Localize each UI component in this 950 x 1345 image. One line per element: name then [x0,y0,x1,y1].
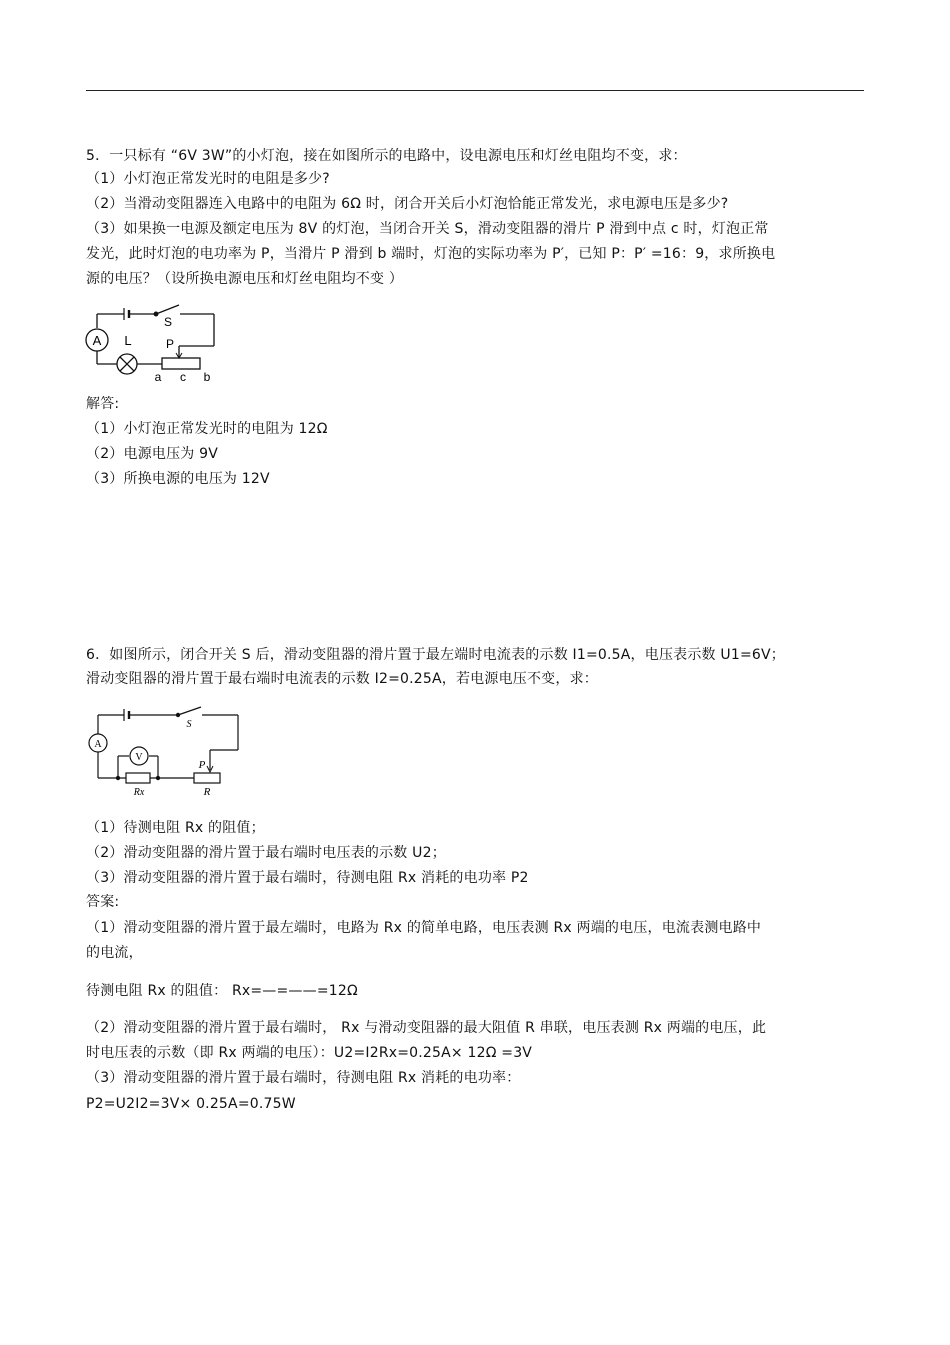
q6-part-2: （2）滑动变阻器的滑片置于最右端时电压表的示数 U2； [86,845,446,861]
q6-solution-1-line1: （1）滑动变阻器的滑片置于最左端时，电路为 Rx 的简单电路，电压表测 Rx 两端的电压，电流表测电路中 [86,920,762,936]
q5-part-2: （2）当滑动变阻器连入电路中的电阻为 6Ω 时，闭合开关后小灯泡恰能正常发光，求电源电压是多少? [86,196,729,212]
voltmeter-label: V [135,752,143,763]
q5-part-3-line3: 源的电压？（设所换电源电压和灯丝电阻均不变 ） [86,271,404,287]
q5-part-3-line2: 发光，此时灯泡的电功率为 P，当滑片 P 滑到 b 端时，灯泡的实际功率为 P′，已知 P：P′ =16：9，求所换电 [86,246,776,262]
q5-answer-label: 解答: [86,396,120,412]
r-label: R [203,786,211,798]
q6-stem-line1: 6．如图所示，闭合开关 S 后，滑动变阻器的滑片置于最左端时电流表的示数 I1=0.5A，电压表示数 U1=6V； [86,647,785,663]
switch-label: S [186,719,192,730]
q6-solution-2-line1: （2）滑动变阻器的滑片置于最右端时， Rx 与滑动变阻器的最大阻值 R 串联，电压表测 Rx 两端的电压，此 [86,1020,767,1036]
q5-answer-2: （2）电源电压为 9V [86,446,219,462]
q6-solution-2-line2: 时电压表的示数（即 Rx 两端的电压）：U2=I2Rx=0.25A× 12Ω =3V [86,1045,533,1061]
q5-circuit-diagram [84,298,224,388]
rx-label: Rx [133,787,145,798]
slider-label: P [198,759,206,771]
q5-part-1: （1）小灯泡正常发光时的电阻是多少? [86,171,330,187]
q6-solution-1-formula: 待测电阻 Rx 的阻值： Rx=—=——=12Ω [86,983,358,999]
q6-solution-3-line1: （3）滑动变阻器的滑片置于最右端时，待测电阻 Rx 消耗的电功率： [86,1070,521,1086]
q6-part-1: （1）待测电阻 Rx 的阻值； [86,820,265,836]
q5-answer-1: （1）小灯泡正常发光时的电阻为 12Ω [86,421,328,437]
ammeter-label: A [94,739,102,750]
q5-part-3-line1: （3）如果换一电源及额定电压为 8V 的灯泡，当闭合开关 S，滑动变阻器的滑片 P 滑到中点 c 时，灯泡正常 [86,221,769,237]
q6-part-3: （3）滑动变阻器的滑片置于最右端时，待测电阻 Rx 消耗的电功率 P2 [86,870,529,886]
header-rule [86,90,864,91]
q6-solution-3-line2: P2=U2I2=3V× 0.25A=0.75W [86,1096,296,1112]
q5-answer-3: （3）所换电源的电压为 12V [86,471,270,487]
q5-stem: 5．一只标有 “6V 3W”的小灯泡，接在如图所示的电路中，设电源电压和灯丝电阻均不变，求： [86,148,687,164]
q6-stem-line2: 滑动变阻器的滑片置于最右端时电流表的示数 I2=0.25A，若电源电压不变，求： [86,671,598,687]
q6-solution-1-line2: 的电流， [86,945,143,961]
q6-answer-label: 答案: [86,894,120,910]
ammeter-label: A [92,333,102,348]
switch-label: S [163,315,173,329]
lamp-label: L [124,333,132,348]
terminal-a-label: a [154,370,162,384]
slider-label: P [165,337,175,351]
terminal-c-label: c [180,370,186,384]
terminal-b-label: b [203,370,211,384]
q6-circuit-diagram [86,700,246,800]
